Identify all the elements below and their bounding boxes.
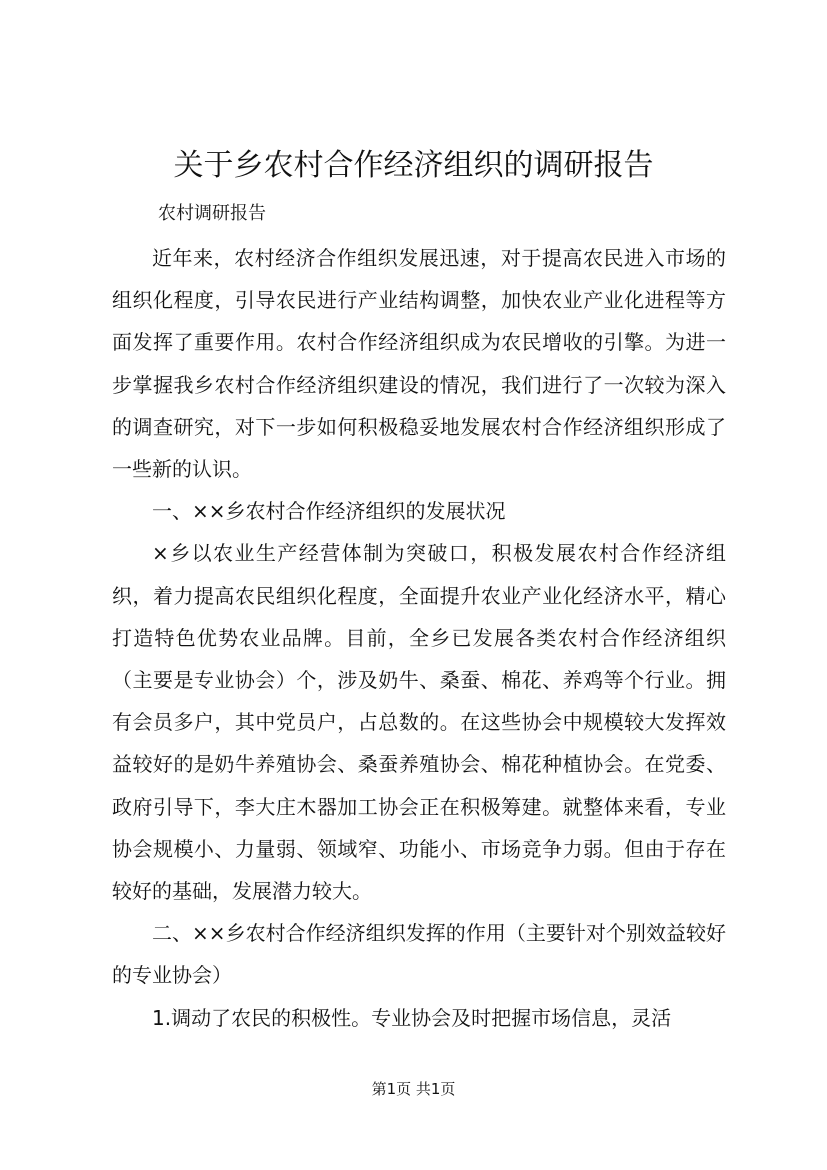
paragraph-point-1: 1.调动了农民的积极性。专业协会及时把握市场信息，灵活 xyxy=(152,1005,672,1030)
paragraph-intro: 近年来，农村经济合作组织发展迅速，对于提高农民进入市场的组织化程度，引导农民进行产业结构调整，加快农业产业化进程等方面发挥了重要作用。农村合作经济组织成为农民增收的引擎。为进一步掌握我乡农村合作经济组织建设的情况，我们进行了一次较为深入的调查研究，对下一步如何积极稳妥地发展农村合作经济组织形成了一些新的认识。 xyxy=(112,246,726,482)
section-heading-1: 一、××乡农村合作经济组织的发展状况 xyxy=(152,499,506,524)
document-body xyxy=(112,237,726,1039)
paragraph-status: ×乡以农业生产经营体制为突破口，积极发展农村合作经济组织，着力提高农民组织化程度，全面提升农业产业化经济水平，精心打造特色优势农业品牌。目前，全乡已发展各类农村合作经济组织（主要是专业协会）个，涉及奶牛、桑蚕、棉花、养鸡等个行业。拥有会员多户，其中党员户，占总数的。在这些协会中规模较大发挥效益较好的是奶牛养殖协会、桑蚕养殖协会、棉花种植协会。在党委、政府引导下，李大庄木器加工协会正在积极筹建。就整体来看，专业协会规模小、力量弱、领域窄、功能小、市场竞争力弱。但由于存在较好的基础，发展潜力较大。 xyxy=(112,541,726,904)
page-footer: 第1页 共1页 xyxy=(371,1080,456,1098)
section-heading-2: 二、××乡农村合作经济组织发挥的作用（主要针对个别效益较好的专业协会） xyxy=(112,921,726,988)
document-subtitle: 农村调研报告 xyxy=(158,203,266,224)
document-title: 关于乡农村合作经济组织的调研报告 xyxy=(173,148,654,183)
